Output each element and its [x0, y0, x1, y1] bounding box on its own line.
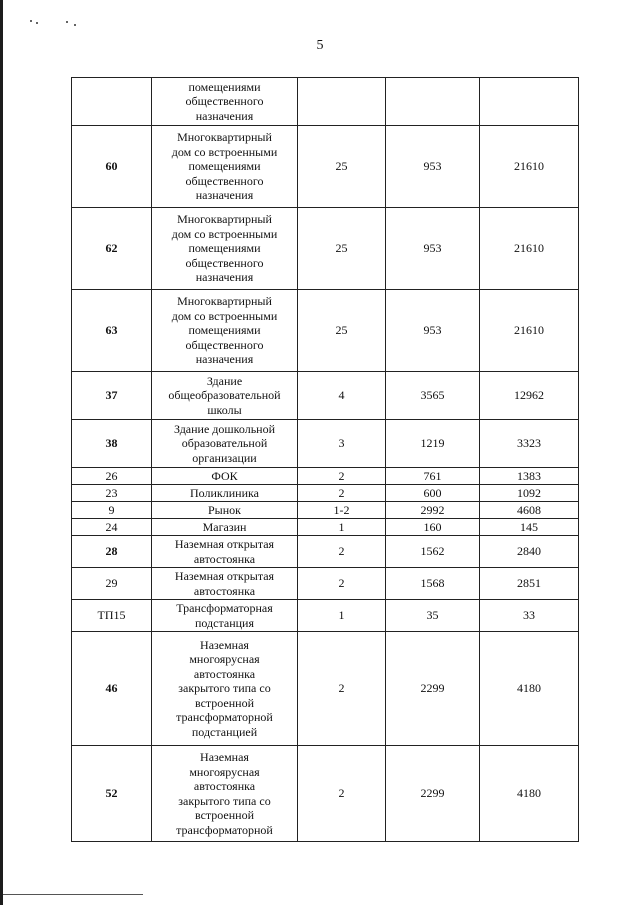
scan-noise: [30, 18, 90, 30]
row-area: 160: [386, 519, 480, 536]
row-volume: 21610: [480, 126, 579, 208]
table-row: [72, 78, 579, 126]
row-volume: 21610: [480, 208, 579, 290]
row-area: 1219: [386, 420, 480, 468]
row-number: 28: [72, 536, 152, 568]
table-row: [72, 536, 579, 568]
row-volume: 2840: [480, 536, 579, 568]
row-volume: 12962: [480, 372, 579, 420]
scan-left-edge: [0, 0, 3, 905]
row-area: 953: [386, 290, 480, 372]
row-object-name: Здание дошкольной образовательной организации: [152, 420, 298, 468]
row-floors: 2: [298, 536, 386, 568]
row-area: 600: [386, 485, 480, 502]
row-number: 60: [72, 126, 152, 208]
row-volume: 33: [480, 600, 579, 632]
row-volume: 4608: [480, 502, 579, 519]
row-volume: 145: [480, 519, 579, 536]
row-number: 26: [72, 468, 152, 485]
table-row: [72, 600, 579, 632]
table-body: [72, 78, 579, 842]
row-object-name: Рынок: [152, 502, 298, 519]
row-area: [386, 78, 480, 126]
table-row: [72, 290, 579, 372]
row-volume: [480, 78, 579, 126]
row-number: 52: [72, 746, 152, 842]
row-area: 2299: [386, 746, 480, 842]
row-floors: [298, 78, 386, 126]
row-object-name: Многоквартирный дом со встроенными помещениями общественного назначения: [152, 290, 298, 372]
row-volume: 4180: [480, 746, 579, 842]
row-area: 3565: [386, 372, 480, 420]
row-object-name: Наземная открытая автостоянка: [152, 568, 298, 600]
table-row: [72, 208, 579, 290]
row-floors: 4: [298, 372, 386, 420]
page-number: 5: [316, 38, 324, 53]
table-row: [72, 746, 579, 842]
row-number: 29: [72, 568, 152, 600]
row-volume: 1092: [480, 485, 579, 502]
row-area: 1568: [386, 568, 480, 600]
row-area: 1562: [386, 536, 480, 568]
row-volume: 1383: [480, 468, 579, 485]
row-number: 24: [72, 519, 152, 536]
row-number: 9: [72, 502, 152, 519]
row-floors: 25: [298, 290, 386, 372]
scan-bottom-line: [3, 894, 143, 895]
row-volume: 2851: [480, 568, 579, 600]
row-object-name: Наземная многоярусная автостоянка закрытого типа со встроенной трансформаторной: [152, 746, 298, 842]
row-object-name: Наземная многоярусная автостоянка закрытого типа со встроенной трансформаторной подстанцией: [152, 632, 298, 746]
row-area: 761: [386, 468, 480, 485]
table-row: [72, 502, 579, 519]
row-number: 23: [72, 485, 152, 502]
table-row: [72, 372, 579, 420]
row-object-name: Трансформаторная подстанция: [152, 600, 298, 632]
row-floors: 2: [298, 568, 386, 600]
row-object-name: помещениями общественного назначения: [152, 78, 298, 126]
row-volume: 21610: [480, 290, 579, 372]
row-floors: 1: [298, 519, 386, 536]
row-floors: 2: [298, 746, 386, 842]
row-floors: 25: [298, 208, 386, 290]
row-number: 62: [72, 208, 152, 290]
row-object-name: Многоквартирный дом со встроенными помещениями общественного назначения: [152, 208, 298, 290]
row-floors: 2: [298, 468, 386, 485]
table-row: [72, 519, 579, 536]
row-floors: 1-2: [298, 502, 386, 519]
table-row: [72, 468, 579, 485]
row-area: 2992: [386, 502, 480, 519]
row-object-name: Здание общеобразовательной школы: [152, 372, 298, 420]
row-object-name: Магазин: [152, 519, 298, 536]
row-floors: 2: [298, 632, 386, 746]
row-floors: 25: [298, 126, 386, 208]
row-number: 46: [72, 632, 152, 746]
row-number: [72, 78, 152, 126]
row-object-name: ФОК: [152, 468, 298, 485]
row-area: 35: [386, 600, 480, 632]
row-number: 38: [72, 420, 152, 468]
table-row: [72, 568, 579, 600]
row-area: 953: [386, 126, 480, 208]
row-object-name: Поликлиника: [152, 485, 298, 502]
buildings-table: [71, 77, 579, 842]
row-number: 37: [72, 372, 152, 420]
row-floors: 2: [298, 485, 386, 502]
table-row: [72, 485, 579, 502]
table-row: [72, 632, 579, 746]
row-number: 63: [72, 290, 152, 372]
row-number: ТП15: [72, 600, 152, 632]
table-row: [72, 420, 579, 468]
row-area: 953: [386, 208, 480, 290]
row-floors: 1: [298, 600, 386, 632]
row-volume: 4180: [480, 632, 579, 746]
row-area: 2299: [386, 632, 480, 746]
row-floors: 3: [298, 420, 386, 468]
row-object-name: Многоквартирный дом со встроенными помещениями общественного назначения: [152, 126, 298, 208]
row-object-name: Наземная открытая автостоянка: [152, 536, 298, 568]
table-row: [72, 126, 579, 208]
row-volume: 3323: [480, 420, 579, 468]
